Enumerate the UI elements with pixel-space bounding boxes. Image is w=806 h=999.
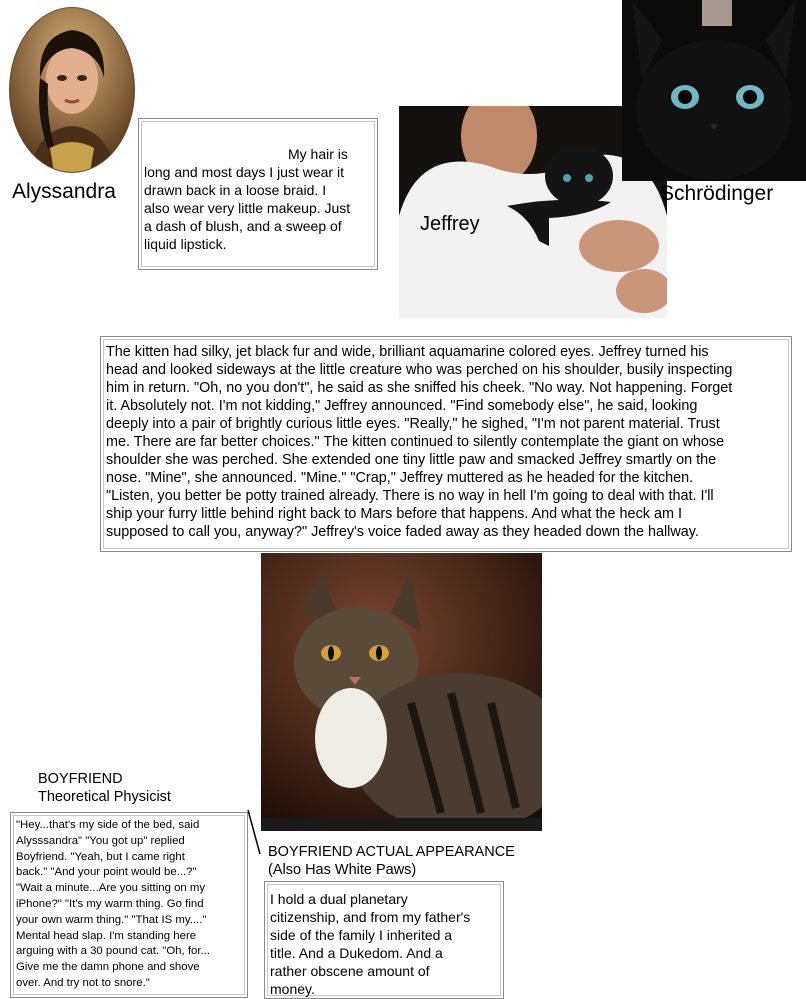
bed-line: Mental head slap. I'm standing here (16, 929, 197, 942)
story-line: it. Absolutely not. I'm not kidding," Jeffrey announced. "Find somebody else", he said, looking (106, 398, 698, 414)
citizenship-line: I hold a dual planetary (270, 891, 408, 907)
citizenship-line: title. And a Dukedom. And a (270, 945, 443, 961)
boyfriend-actual-label (268, 843, 515, 879)
boyfriend-actual-title: BOYFRIEND ACTUAL APPEARANCE (268, 844, 515, 860)
schrodinger-photo-art (622, 0, 806, 181)
alyssandra-line: also wear very little makeup. Just (144, 200, 351, 216)
bed-line: iPhone?" "It's my warm thing. Go find (16, 897, 204, 910)
citizenship-line: rather obscene amount of (270, 963, 430, 979)
schrodinger-label: Schrödinger (660, 182, 774, 205)
bed-line: over. And try not to snore." (16, 976, 150, 989)
alyssandra-portrait-art (10, 8, 134, 172)
citizenship-box (264, 881, 504, 999)
alyssandra-portrait (10, 8, 134, 172)
jeffrey-label: Jeffrey (420, 213, 480, 235)
bed-line: back." "And your point would be...?" (16, 866, 197, 879)
boyfriend-label (38, 770, 171, 806)
tabby-cat-photo (261, 553, 542, 831)
tabby-photo-border (261, 818, 542, 831)
bed-dialogue-text (16, 818, 248, 992)
bed-line: arguing with a 30 pound cat. "Oh, for... (16, 945, 211, 958)
story-line: The kitten had silky, jet black fur and wide, brilliant aquamarine colored eyes. Jeffrey turned his (106, 344, 709, 360)
story-line: "Listen, you better be potty trained already. There is no way in hell I'm going to deal with that. I'll (106, 488, 714, 504)
alyssandra-line: a dash of blush, and a sweep of (144, 218, 342, 234)
citizenship-line: money. (270, 981, 315, 997)
story-line: me. There are far better choices." The kitten continued to silently contemplate the giant on whose (106, 434, 725, 450)
bed-line: Alysssandra" "You got up" replied (16, 834, 185, 847)
bed-line: Give me the damn phone and shove (16, 961, 200, 974)
story-line: him in return. "Oh, no you don't", he said as she sniffed his cheek. "No way. Not happening. Forget (106, 380, 733, 396)
story-line: shoulder she was perched. She extended one tiny little paw and smacked Jeffrey smartly on the (106, 452, 717, 468)
bed-line: your own warm thing." "That IS my...." (16, 913, 207, 926)
boyfriend-subtitle: Theoretical Physicist (38, 789, 171, 805)
story-line: head and looked sideways at the little creature who was perched on his shoulder, busily inspecting (106, 362, 733, 378)
boyfriend-title: BOYFRIEND (38, 771, 123, 787)
story-line: deeply into a pair of brightly curious little eyes. "Really," he sighed, "I'm not parent material. Trust (106, 416, 720, 432)
citizenship-line: side of the family I inherited a (270, 927, 453, 943)
story-line: supposed to call you, anyway?" Jeffrey's voice faded away as they headed down the hallway. (106, 524, 699, 540)
alyssandra-label: Alyssandra (12, 180, 116, 203)
alyssandra-line: drawn back in a loose braid. I (144, 182, 327, 198)
alyssandra-description (144, 145, 376, 253)
story-line: nose. "Mine", she announced. "Mine." "Crap," Jeffrey muttered as he headed for the kitchen. (106, 470, 694, 486)
connector-line (246, 808, 266, 856)
alyssandra-line: My hair is (288, 146, 348, 162)
story-box (100, 336, 792, 552)
bed-line: Boyfriend. "Yeah, but I came right (16, 850, 185, 863)
schrodinger-photo (622, 0, 806, 181)
bed-dialogue-box (10, 812, 248, 998)
alyssandra-line: long and most days I just wear it (144, 164, 344, 180)
alyssandra-line: liquid lipstick. (144, 236, 227, 252)
bed-line: "Hey...that's my side of the bed, said (16, 819, 200, 831)
alyssandra-description-box (138, 118, 378, 270)
citizenship-line: citizenship, and from my father's (270, 909, 471, 925)
story-text (106, 343, 790, 541)
bed-line: "Wait a minute...Are you sitting on my (16, 882, 206, 895)
tabby-cat-photo-art (261, 553, 542, 831)
story-line: ship your furry little behind right back to Mars before that happens. And what the heck am I (106, 506, 682, 522)
boyfriend-actual-subtitle: (Also Has White Paws) (268, 862, 417, 878)
citizenship-text (270, 890, 502, 998)
